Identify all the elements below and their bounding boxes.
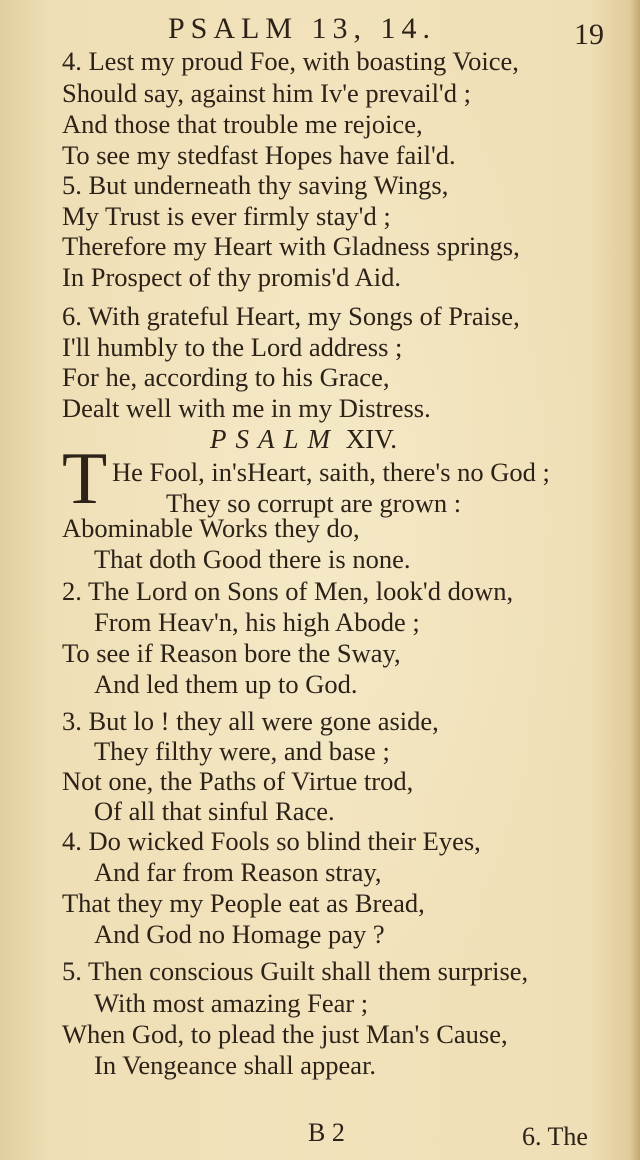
verse-line: To see my stedfast Hopes have fail'd. [62, 140, 456, 170]
verse-line: Should say, against him Iv'e prevail'd ; [62, 78, 471, 108]
verse-line: And far from Reason stray, [94, 857, 382, 887]
verse-line: Of all that sinful Race. [94, 796, 335, 826]
verse-line: 4. Lest my proud Foe, with boasting Voice, [62, 46, 519, 76]
verse-line: In Prospect of thy promis'd Aid. [62, 262, 401, 292]
verse-line: I'll humbly to the Lord address ; [62, 332, 403, 362]
verse-line: And led them up to God. [94, 669, 358, 699]
verse-line: Therefore my Heart with Gladness springs, [62, 231, 520, 261]
signature-mark: B 2 [308, 1118, 345, 1147]
psalm-heading-numeral: XIV. [345, 424, 398, 454]
verse-line: To see if Reason bore the Sway, [62, 638, 401, 668]
drop-cap: T [62, 438, 108, 520]
catchword: 6. The [522, 1122, 588, 1151]
verse-line: And God no Homage pay ? [94, 919, 385, 949]
verse-line: 4. Do wicked Fools so blind their Eyes, [62, 826, 481, 856]
verse-line: And those that trouble me rejoice, [62, 109, 423, 139]
verse-line: Abominable Works they do, [62, 513, 360, 543]
verse-line: Dealt well with me in my Distress. [62, 393, 431, 423]
verse-line: 5. Then conscious Guilt shall them surprise, [62, 956, 529, 986]
verse-line: 3. But lo ! they all were gone aside, [62, 706, 439, 736]
verse-line: When God, to plead the just Man's Cause, [62, 1019, 508, 1049]
verse-line: Not one, the Paths of Virtue trod, [62, 766, 414, 796]
verse-line: My Trust is ever firmly stay'd ; [62, 201, 391, 231]
verse-line: For he, according to his Grace, [62, 362, 390, 392]
verse-line: In Vengeance shall appear. [94, 1050, 377, 1080]
page-edge-shadow [630, 0, 640, 1160]
verse-line: 6. With grateful Heart, my Songs of Praise, [62, 301, 520, 331]
psalm-heading-word: PSALM [210, 424, 339, 454]
psalm-heading [210, 424, 397, 455]
running-head: PSALM 13, 14. [168, 12, 437, 45]
verse-line: From Heav'n, his high Abode ; [94, 607, 420, 637]
verse-line: He Fool, in'sHeart, saith, there's no God ; [112, 457, 550, 487]
verse-line: They so corrupt are grown : [166, 488, 462, 518]
verse-line: They filthy were, and base ; [94, 736, 390, 766]
verse-line: 2. The Lord on Sons of Men, look'd down, [62, 576, 514, 606]
verse-line: With most amazing Fear ; [94, 988, 369, 1018]
verse-line: That they my People eat as Bread, [62, 888, 425, 918]
verse-line: That doth Good there is none. [94, 544, 411, 574]
verse-line: 5. But underneath thy saving Wings, [62, 170, 449, 200]
page-number: 19 [574, 18, 604, 51]
